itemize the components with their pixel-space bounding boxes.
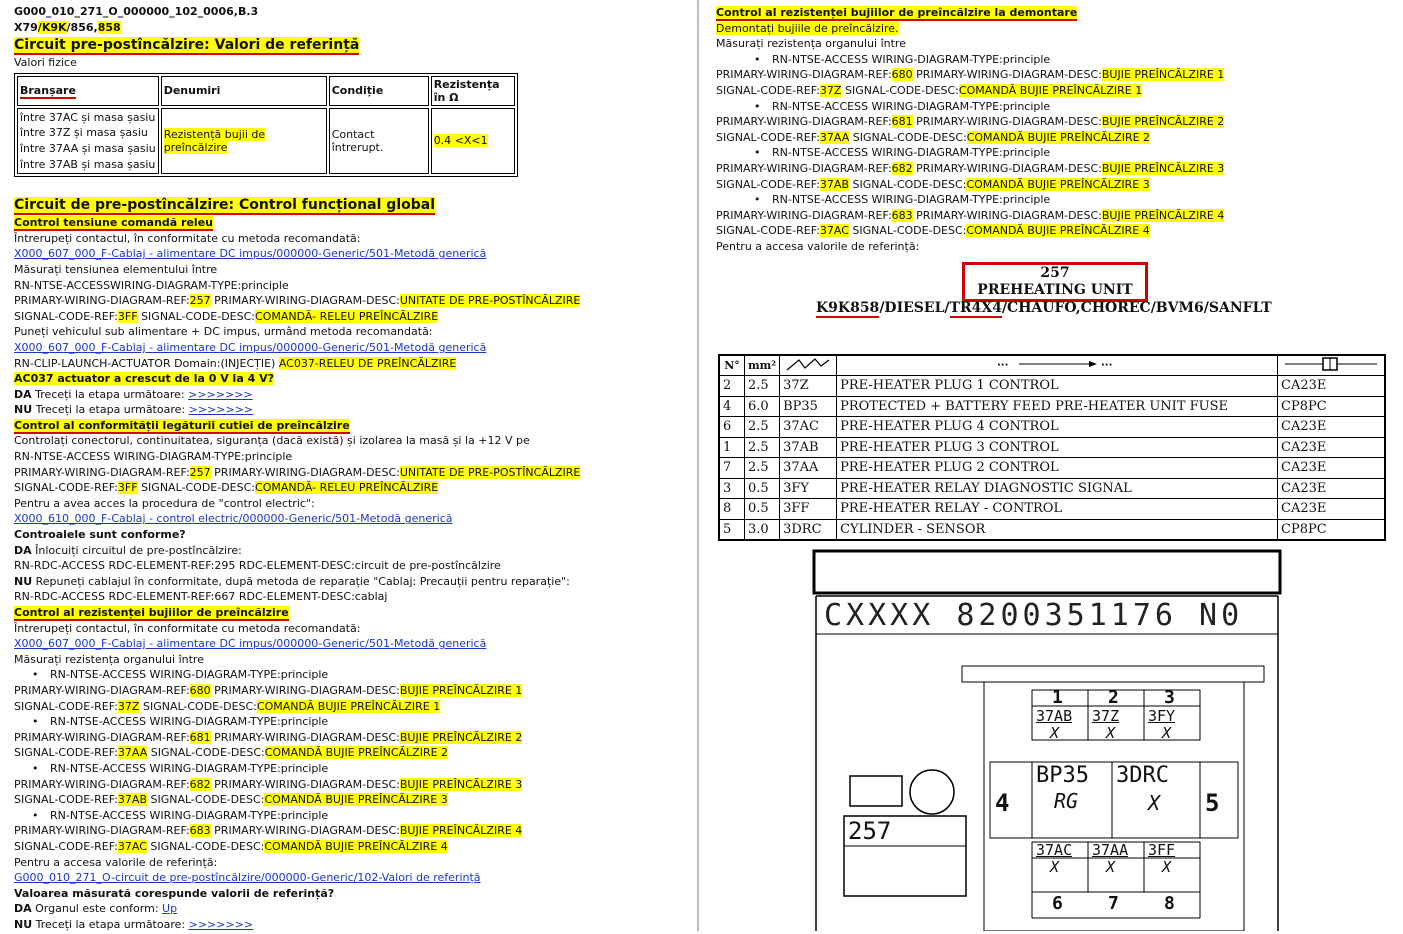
reference-table [14,73,518,177]
signal-line: SIGNAL-CODE-REF:37AA SIGNAL-CODE-DESC:COMANDĂ BUJIE PREÎNCĂLZIRE 2 [716,130,1151,144]
title-global-control: Circuit de pre-postîncălzire: Control funcțional global [14,197,435,214]
connector-drawing [716,548,1396,931]
pin-number: 7 [719,458,745,479]
bullet-line: • RN-NTSE-ACCESS WIRING-DIAGRAM-TYPE:principle [14,761,684,777]
connector-code: CXXXX 8200351176 N0 [824,598,1244,633]
text-line: Controlați conectorul, continuitatea, siguranța (dacă există) și izolarea la masă și la +12 V pe [14,434,530,448]
page-divider [697,0,699,931]
wire-section: 0.5 [745,478,780,499]
unit-number: 257 [1040,265,1070,281]
pin-number: 4 [719,396,745,417]
wire-code: 37AB [780,437,837,458]
text-line: Măsurați rezistența organului între [14,652,204,666]
th-name: Denumiri [161,76,327,106]
connector-bottom-x: X [1050,858,1060,876]
connector-bottom-code: 37AC [1036,841,1073,859]
link-dc-power[interactable]: X000_607_000_F-Cablaj - alimentare DC impus/000000-Generic/501-Metodă generică [14,247,487,261]
connector-bottom-number: 8 [1164,893,1175,914]
wiring-line: PRIMARY-WIRING-DIAGRAM-REF:683 PRIMARY-WIRING-DIAGRAM-DESC:BUJIE PREÎNCĂLZIRE 4 [716,208,1225,222]
th-connection: Branșare [17,76,159,106]
wire-section: 2.5 [745,376,780,397]
up-link[interactable]: Up [162,902,178,916]
wire-code: 37Z [780,376,837,397]
text-line: Pentru a accesa valorile de referință: [716,239,920,253]
signal-line: SIGNAL-CODE-REF:37Z SIGNAL-CODE-DESC:COMANDĂ BUJIE PREÎNCĂLZIRE 1 [716,83,1143,97]
wire-code: 37AA [780,458,837,479]
pin-row [719,376,1385,397]
connector-bottom-code: 3FF [1148,841,1176,859]
pin-row [719,478,1385,499]
wiring-line: PRIMARY-WIRING-DIAGRAM-REF:681 PRIMARY-WIRING-DIAGRAM-DESC:BUJIE PREÎNCĂLZIRE 2 [14,730,523,744]
sub-plug-resistance: Control al rezistenței bujiilor de preîncălzire [14,606,289,619]
wire-code: BP35 [780,396,837,417]
engine-config: K9K858/DIESEL/TR4X4/CHAUFO,CHOREC/BVM6/SANFLT [816,300,1272,316]
wire-code: 37AC [780,417,837,438]
connector-top-x: X [1050,724,1060,742]
pin-number: 1 [719,437,745,458]
signal-line: SIGNAL-CODE-REF:37AC SIGNAL-CODE-DESC:COMANDĂ BUJIE PREÎNCĂLZIRE 4 [716,224,1150,238]
wiring-line: PRIMARY-WIRING-DIAGRAM-REF:257 PRIMARY-WIRING-DIAGRAM-DESC:UNITATE DE PRE-POSTÎNCĂLZIRE [14,465,581,479]
pin-number: 6 [719,417,745,438]
yes-line: DA Treceți la etapa următoare: >>>>>>> [14,387,253,401]
wiring-line: PRIMARY-WIRING-DIAGRAM-REF:257 PRIMARY-WIRING-DIAGRAM-DESC:UNITATE DE PRE-POSTÎNCĂLZIRE [14,294,581,308]
text-line: Pentru a avea acces la procedura de "control electric": [14,496,315,510]
next-link[interactable]: >>>>>>> [188,387,253,401]
pin-number: 3 [719,478,745,499]
connector-bottom-x: X [1106,858,1116,876]
connector-ref: CA23E [1278,458,1386,479]
wire-section: 2.5 [745,458,780,479]
signal-line: SIGNAL-CODE-REF:37AB SIGNAL-CODE-DESC:COMANDĂ BUJIE PREÎNCĂLZIRE 3 [14,793,448,807]
no-line: NU Treceți la etapa următoare: >>>>>>> [14,403,254,417]
right-page [716,0,1396,914]
doc-id: G000_010_271_O_000000_102_0006,B.3 [14,5,259,18]
wire-description: PROTECTED + BATTERY FEED PRE-HEATER UNIT FUSE [837,396,1278,417]
wire-code: 3DRC [780,519,837,540]
connector-3drc: 3DRC [1116,763,1169,788]
wiring-line: PRIMARY-WIRING-DIAGRAM-REF:682 PRIMARY-WIRING-DIAGRAM-DESC:BUJIE PREÎNCĂLZIRE 3 [716,161,1225,175]
signal-line: SIGNAL-CODE-REF:37AC SIGNAL-CODE-DESC:COMANDĂ BUJIE PREÎNCĂLZIRE 4 [14,839,448,853]
yes-replace: DA Înlocuiți circuitul de pre-postîncălzire: [14,543,242,557]
connector-top-x: X [1106,724,1116,742]
connector-ref: CA23E [1278,417,1386,438]
connector-ref: CA23E [1278,499,1386,520]
yes-conform: DA Organul este conform: Up [14,902,178,916]
td-resistance: 0.4 <X<1 [431,108,515,174]
pin-row [719,437,1385,458]
td-connections: între 37AC și masa șasiu între 37Z și masa șasiu între 37AA și masa șasiu între 37AB și masa șasiu [17,108,159,174]
question-value: Valoarea măsurată corespunde valorii de referință? [14,886,335,900]
wiring-line: PRIMARY-WIRING-DIAGRAM-REF:680 PRIMARY-WIRING-DIAGRAM-DESC:BUJIE PREÎNCĂLZIRE 1 [716,68,1225,82]
connector-top-code: 37AB [1036,707,1073,725]
text-line: RN-NTSE-ACCESSWIRING-DIAGRAM-TYPE:principle [14,278,289,292]
connector-bottom-x: X [1162,858,1172,876]
no-line-final: NU Treceți la etapa următoare: >>>>>>> [14,917,254,931]
connector-bottom-number: 7 [1108,893,1119,914]
connector-bottom-number: 6 [1052,893,1063,914]
text-line: Întrerupeți contactul, în conformitate cu metoda recomandată: [14,621,361,635]
connector-side-4: 4 [995,789,1010,817]
link-reference-values[interactable]: G000_010_271_O-circuit de pre-postîncălzire/000000-Generic/102-Valori de referință [14,871,481,885]
wire-description: PRE-HEATER PLUG 1 CONTROL [837,376,1278,397]
connector-ref: CA23E [1278,376,1386,397]
connector-ref: CP8PC [1278,396,1386,417]
text-line: RN-RDC-ACCESS RDC-ELEMENT-REF:667 RDC-ELEMENT-DESC:cablaj [14,590,388,604]
wiring-line: PRIMARY-WIRING-DIAGRAM-REF:682 PRIMARY-WIRING-DIAGRAM-DESC:BUJIE PREÎNCĂLZIRE 3 [14,777,523,791]
td-condition: Contact întrerupt. [329,108,429,174]
pin-number: 5 [719,519,745,540]
connector-mid-x: X [1148,791,1161,815]
engine-codes: X79/K9K/856,858 [14,20,121,34]
no-repair: NU Repuneți cablajul în conformitate, după metoda de reparație "Cablaj: Precauții pentru reparație": [14,574,570,588]
wire-description: PRE-HEATER RELAY DIAGNOSTIC SIGNAL [837,478,1278,499]
wire-section: 2.5 [745,417,780,438]
th-pin-number: N° [719,355,745,376]
question-ac037: AC037 actuator a crescut de la 0 V la 4 V? [14,372,274,386]
next-link[interactable]: >>>>>>> [188,917,254,931]
sub-box-conformity: Control al conformității legăturii cutiei de preîncălzire [14,418,350,432]
td-name: Rezistență bujii de preîncălzire [161,108,327,174]
th-resistance: Rezistența în Ω [431,76,515,106]
wire-zigzag-icon [780,355,837,376]
wire-section: 2.5 [745,437,780,458]
link-dc-power-2[interactable]: X000_607_000_F-Cablaj - alimentare DC impus/000000-Generic/501-Metodă generică [14,340,487,354]
pin-row [719,458,1385,479]
bullet-line: • RN-NTSE-ACCESS WIRING-DIAGRAM-TYPE:principle [716,99,1396,115]
pin-row [719,417,1385,438]
signal-line: SIGNAL-CODE-REF:37AA SIGNAL-CODE-DESC:COMANDĂ BUJIE PREÎNCĂLZIRE 2 [14,746,449,760]
wire-section: 6.0 [745,396,780,417]
pin-number: 8 [719,499,745,520]
direction-arrow-icon [837,355,1278,376]
title-dismount: Control al rezistenței bujiilor de preîncălzire la demontare [716,6,1078,19]
text-line: Măsurați tensiunea elementului între [14,262,218,276]
wiring-line: PRIMARY-WIRING-DIAGRAM-REF:681 PRIMARY-WIRING-DIAGRAM-DESC:BUJIE PREÎNCĂLZIRE 2 [716,115,1225,129]
connector-257: 257 [848,817,892,845]
section-physical: Valori fizice [14,56,77,70]
link-dc-power-3[interactable]: X000_607_000_F-Cablaj - alimentare DC impus/000000-Generic/501-Metodă generică [14,637,487,651]
wiring-line: PRIMARY-WIRING-DIAGRAM-REF:683 PRIMARY-WIRING-DIAGRAM-DESC:BUJIE PREÎNCĂLZIRE 4 [14,824,523,838]
connector-top-x: X [1162,724,1172,742]
bullet-line: • RN-NTSE-ACCESS WIRING-DIAGRAM-TYPE:principle [14,808,684,824]
wire-description: PRE-HEATER RELAY - CONTROL [837,499,1278,520]
connector-bp35: BP35 [1036,763,1089,788]
th-section: mm² [745,355,780,376]
bullet-line: • RN-NTSE-ACCESS WIRING-DIAGRAM-TYPE:principle [716,145,1396,161]
title-reference-values: Circuit pre-postîncălzire: Valori de referință [14,37,360,54]
wire-section: 3.0 [745,519,780,540]
wire-description: PRE-HEATER PLUG 2 CONTROL [837,458,1278,479]
text-line: RN-RDC-ACCESS RDC-ELEMENT-REF:295 RDC-ELEMENT-DESC:circuit de pre-postîncălzire [14,559,501,573]
signal-line: SIGNAL-CODE-REF:3FF SIGNAL-CODE-DESC:COMANDĂ- RELEU PREÎNCĂLZIRE [14,481,439,495]
th-condition: Condiție [329,76,429,106]
wire-description: CYLINDER - SENSOR [837,519,1278,540]
pin-table [718,354,1386,541]
connector-top-number: 1 [1052,687,1063,708]
bullet-line: • RN-NTSE-ACCESS WIRING-DIAGRAM-TYPE:principle [716,192,1396,208]
pin-row [719,396,1385,417]
connector-top-code: 37Z [1092,707,1120,725]
pin-row [719,519,1385,540]
text-line: Măsurați rezistența organului între [716,37,906,51]
connector-ref: CA23E [1278,437,1386,458]
connector-ref: CP8PC [1278,519,1386,540]
next-link[interactable]: >>>>>>> [188,403,254,417]
pin-number: 2 [719,376,745,397]
connector-top-number: 3 [1164,687,1175,708]
svg-text:···: ··· [1101,360,1113,370]
wire-code: 3FY [780,478,837,499]
text-line: Puneți vehiculul sub alimentare + DC impus, urmând metoda recomandată: [14,325,433,339]
bullet-line: • RN-NTSE-ACCESS WIRING-DIAGRAM-TYPE:principle [716,52,1396,68]
wire-description: PRE-HEATER PLUG 4 CONTROL [837,417,1278,438]
connector-bottom-code: 37AA [1092,841,1129,859]
connector-top-code: 3FY [1148,707,1176,725]
connector-side-5: 5 [1205,789,1220,817]
wire-description: PRE-HEATER PLUG 3 CONTROL [837,437,1278,458]
signal-line: SIGNAL-CODE-REF:37Z SIGNAL-CODE-DESC:COMANDĂ BUJIE PREÎNCĂLZIRE 1 [14,699,441,713]
signal-line: SIGNAL-CODE-REF:3FF SIGNAL-CODE-DESC:COMANDĂ- RELEU PREÎNCĂLZIRE [14,309,439,323]
sub-relay-voltage: Control tensiune comandă releu [14,216,213,230]
wiring-line: PRIMARY-WIRING-DIAGRAM-REF:680 PRIMARY-WIRING-DIAGRAM-DESC:BUJIE PREÎNCĂLZIRE 1 [14,683,523,697]
question-conform: Controalele sunt conforme? [14,528,186,542]
dismount-line: Demontați bujiile de preîncălzire. [716,21,899,35]
link-electric-control[interactable]: X000_610_000_F-Cablaj - control electric/000000-Generic/501-Metodă generică [14,512,453,526]
text-line: Pentru a accesa valorile de referință: [14,855,218,869]
text-line: RN-NTSE-ACCESS WIRING-DIAGRAM-TYPE:principle [14,450,293,464]
left-page [14,0,684,932]
wire-section: 0.5 [745,499,780,520]
clip-line: RN-CLIP-LAUNCH-ACTUATOR Domain:(INJECȚIE) AC037-RELEU DE PREÎNCĂLZIRE [14,356,457,370]
wire-code: 3FF [780,499,837,520]
bullet-line: • RN-NTSE-ACCESS WIRING-DIAGRAM-TYPE:principle [14,714,684,730]
connector-symbol-icon [1278,355,1386,376]
text-line: Întrerupeți contactul, în conformitate cu metoda recomandată: [14,231,361,245]
connector-ref: CA23E [1278,478,1386,499]
connector-top-number: 2 [1108,687,1119,708]
svg-text:···: ··· [997,360,1009,370]
signal-line: SIGNAL-CODE-REF:37AB SIGNAL-CODE-DESC:COMANDĂ BUJIE PREÎNCĂLZIRE 3 [716,177,1150,191]
bullet-line: • RN-NTSE-ACCESS WIRING-DIAGRAM-TYPE:principle [14,667,684,683]
pin-row [719,499,1385,520]
unit-name: PREHEATING UNIT [977,282,1133,298]
connector-rg: RG [1054,789,1079,813]
